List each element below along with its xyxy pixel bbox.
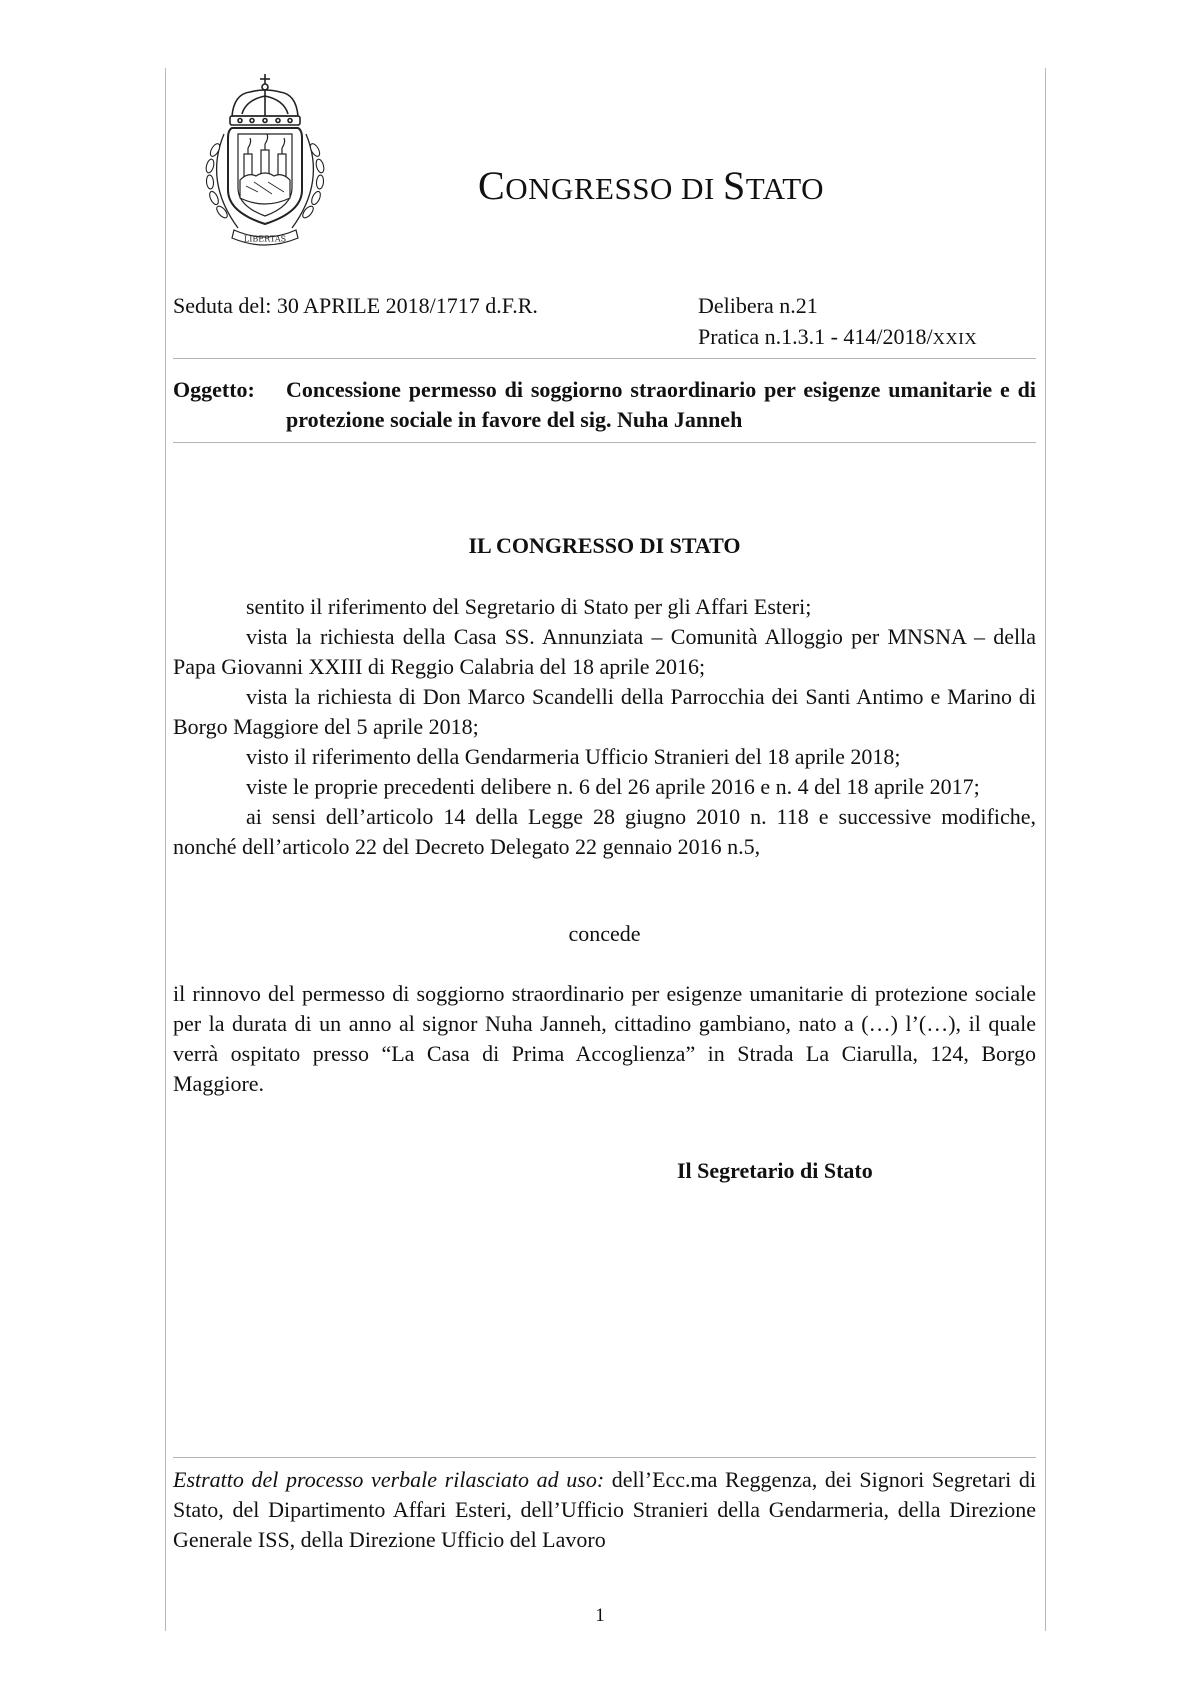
page-number: 1 <box>595 1605 605 1626</box>
premise-item: ai sensi dell’articolo 14 della Legge 28 giugno 2010 n. 118 e successive modifiche, nonché dell’articolo 22 del Decreto Delegato 22 gennaio 2016 n.5, <box>173 804 1036 859</box>
decision-block <box>173 979 1036 1099</box>
premise-item: vista la richiesta di Don Marco Scandelli della Parrocchia dei Santi Antimo e Marino di Borgo Maggiore del 5 aprile 2018; <box>173 684 1036 739</box>
case-number: Pratica n.1.3.1 - 414/2018/XXIX <box>698 324 978 349</box>
subject-block <box>173 375 1036 435</box>
divider <box>173 358 1036 359</box>
premise-item: sentito il riferimento del Segretario di Stato per gli Affari Esteri; <box>246 594 812 619</box>
distribution-label: Estratto del processo verbale rilasciato ad uso: <box>173 1467 605 1492</box>
left-margin-line <box>165 68 166 1631</box>
subject-label: Oggetto: <box>173 377 255 402</box>
divider <box>173 1457 1036 1458</box>
resolution-number: Delibera n.21 <box>698 293 818 318</box>
premises-list <box>173 592 1036 862</box>
distribution-note <box>173 1465 1036 1555</box>
san-marino-coat-of-arms <box>190 72 340 250</box>
right-margin-line <box>1045 68 1046 1631</box>
decision-text: il rinnovo del permesso di soggiorno straordinario per esigenze umanitarie di protezione sociale per la durata di un anno al signor Nuha Janneh, cittadino gambiano, nato a (…) l’(…), il quale verrà ospitato presso “La Casa di Prima Accoglienza” in Strada La Ciarulla, 124, Borgo Maggiore. <box>173 981 1036 1096</box>
signature-label: Il Segretario di Stato <box>677 1158 873 1183</box>
premise-item: visto il riferimento della Gendarmeria Ufficio Stranieri del 18 aprile 2018; <box>246 744 901 769</box>
premise-item: vista la richiesta della Casa SS. Annunziata – Comunità Alloggio per MNSNA – della Papa Giovanni XXIII di Reggio Calabria del 18 aprile 2016; <box>173 624 1036 679</box>
section-heading: IL CONGRESSO DI STATO <box>468 533 741 558</box>
premise-item: viste le proprie precedenti delibere n. 6 del 26 aprile 2016 e n. 4 del 18 aprile 2017; <box>246 774 980 799</box>
concede-word: concede <box>568 921 641 946</box>
emblem-motto: LIBERTAS <box>243 234 287 244</box>
document-title: CONGRESSO DI STATO <box>478 163 824 208</box>
divider <box>173 442 1036 443</box>
subject-text: Concessione permesso di soggiorno straordinario per esigenze umanitarie e di protezione sociale in favore del sig. Nuha Janneh <box>286 377 1036 432</box>
distribution-text: dell’Ecc.ma Reggenza, dei Signori Segretari di Stato, del Dipartimento Affari Esteri, dell’Ufficio Stranieri della Gendarmeria, della Direzione Generale ISS, della Direzione Ufficio del Lavoro <box>173 1467 1036 1552</box>
session-date: Seduta del: 30 APRILE 2018/1717 d.F.R. <box>173 293 538 318</box>
